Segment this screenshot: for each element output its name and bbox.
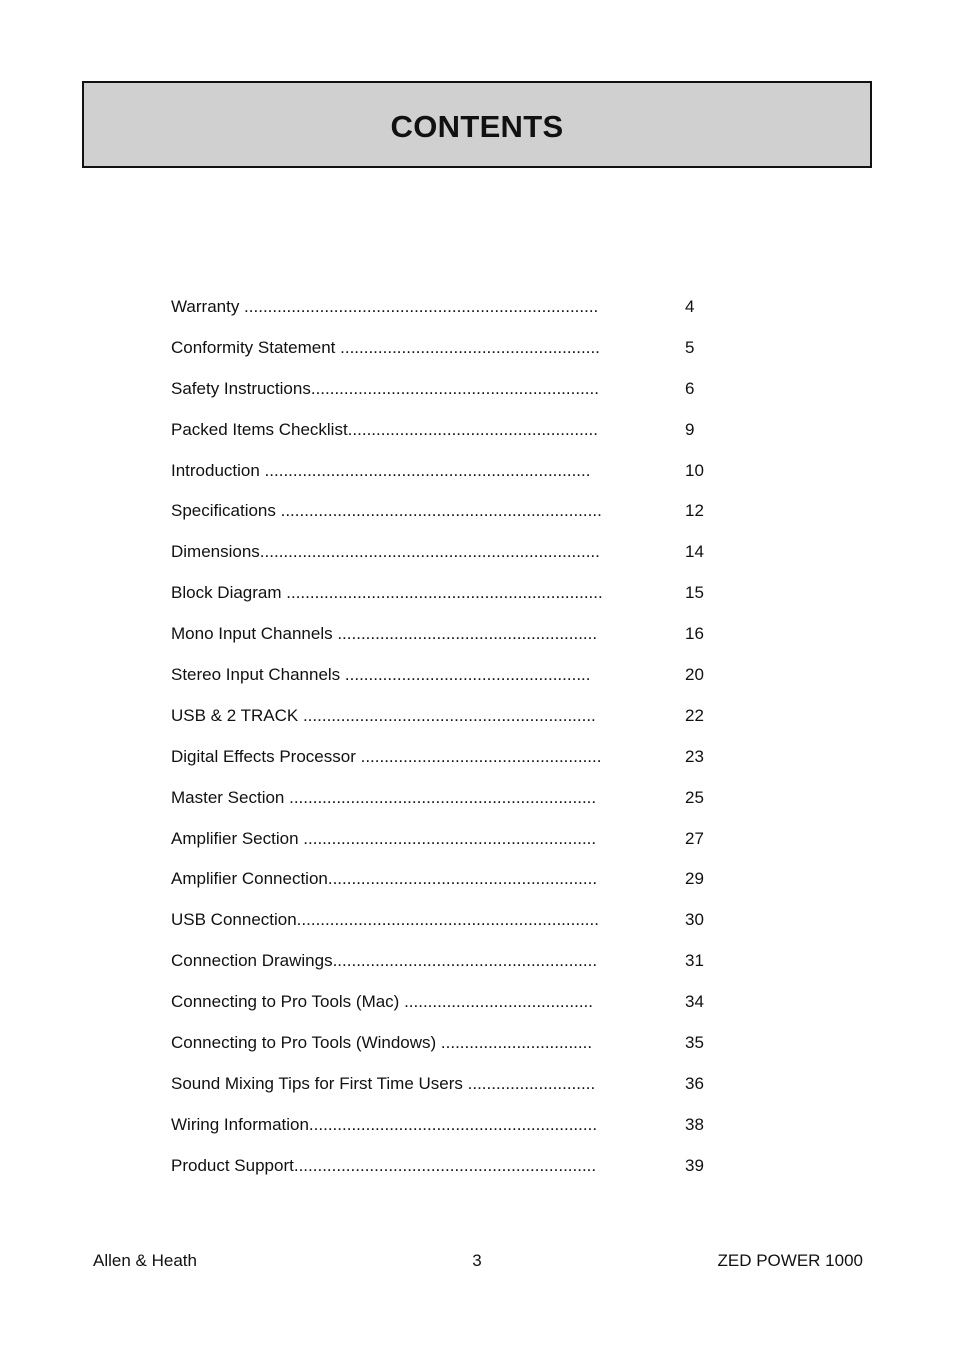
toc-row	[171, 909, 731, 950]
toc-row	[171, 950, 731, 991]
toc-row	[171, 991, 731, 1032]
toc-entry-label: Connecting to Pro Tools (Windows) ................................	[171, 1033, 593, 1053]
toc-page-number: 36	[685, 1073, 704, 1093]
toc-page-number: 16	[685, 624, 704, 644]
toc-row	[171, 746, 731, 787]
toc-row	[171, 460, 731, 501]
toc-page-number: 12	[685, 501, 704, 521]
toc-row	[171, 500, 731, 541]
toc-row	[171, 582, 731, 623]
toc-page-number: 31	[685, 951, 704, 971]
table-of-contents	[171, 296, 731, 1196]
toc-page-number: 27	[685, 828, 704, 848]
toc-row	[171, 1114, 731, 1155]
toc-page-number: 25	[685, 787, 704, 807]
toc-row	[171, 787, 731, 828]
toc-page-number: 20	[685, 665, 704, 685]
toc-row	[171, 1073, 731, 1114]
toc-page-number: 14	[685, 542, 704, 562]
toc-entry-label: Digital Effects Processor ...................................................	[171, 746, 602, 766]
toc-page-number: 23	[685, 746, 704, 766]
toc-row	[171, 419, 731, 460]
toc-entry-label: Wiring Information.............................................................	[171, 1114, 598, 1134]
toc-row	[171, 1032, 731, 1073]
toc-row	[171, 337, 731, 378]
toc-row	[171, 296, 731, 337]
toc-page-number: 35	[685, 1033, 704, 1053]
toc-entry-label: USB & 2 TRACK ..............................................................	[171, 705, 596, 725]
toc-entry-label: Connecting to Pro Tools (Mac) ........................................	[171, 992, 593, 1012]
toc-row	[171, 1155, 731, 1196]
footer-product-name: ZED POWER 1000	[717, 1251, 863, 1270]
toc-entry-label: Conformity Statement .......................................................	[171, 337, 600, 357]
toc-row	[171, 378, 731, 419]
toc-page-number: 34	[685, 992, 704, 1012]
toc-row	[171, 623, 731, 664]
toc-page-number: 5	[685, 337, 695, 357]
toc-entry-label: Stereo Input Channels ....................................................	[171, 665, 591, 685]
toc-entry-label: Amplifier Connection.........................................................	[171, 869, 598, 889]
toc-page-number: 38	[685, 1114, 704, 1134]
footer-page-number: 3	[472, 1251, 482, 1270]
title-box	[82, 81, 872, 168]
toc-row	[171, 868, 731, 909]
toc-entry-label: Specifications ....................................................................	[171, 501, 602, 521]
toc-entry-label: Introduction .....................................................................	[171, 460, 591, 480]
toc-page-number: 6	[685, 378, 695, 398]
toc-entry-label: Amplifier Section ..............................................................	[171, 828, 597, 848]
toc-row	[171, 705, 731, 746]
toc-entry-label: Warranty ...........................................................................	[171, 297, 599, 316]
page-title: CONTENTS	[390, 108, 564, 144]
toc-entry-label: Master Section .................................................................	[171, 787, 597, 807]
toc-page-number: 15	[685, 583, 704, 603]
toc-page-number: 30	[685, 910, 704, 930]
toc-entry-label: Safety Instructions.............................................................	[171, 378, 599, 398]
toc-entry-label: Block Diagram ...................................................................	[171, 583, 603, 603]
toc-page-number: 10	[685, 460, 704, 480]
toc-page-number: 39	[685, 1155, 704, 1175]
toc-entry-label: Product Support................................................................	[171, 1155, 597, 1175]
toc-page-number: 4	[685, 297, 695, 316]
toc-page-number: 22	[685, 705, 704, 725]
toc-entry-label: Packed Items Checklist.....................................................	[171, 419, 599, 439]
toc-entry-label: Dimensions........................................................................	[171, 542, 600, 562]
toc-entry-label: Connection Drawings........................................................	[171, 951, 598, 971]
toc-row	[171, 664, 731, 705]
toc-page-number: 9	[685, 419, 695, 439]
toc-entry-label: Mono Input Channels .......................................................	[171, 624, 598, 644]
toc-page-number: 29	[685, 869, 704, 889]
toc-entry-label: USB Connection................................................................	[171, 910, 599, 930]
footer-company: Allen & Heath	[93, 1251, 197, 1270]
toc-entry-label: Sound Mixing Tips for First Time Users ...........................	[171, 1073, 596, 1093]
toc-row	[171, 541, 731, 582]
toc-row	[171, 828, 731, 869]
